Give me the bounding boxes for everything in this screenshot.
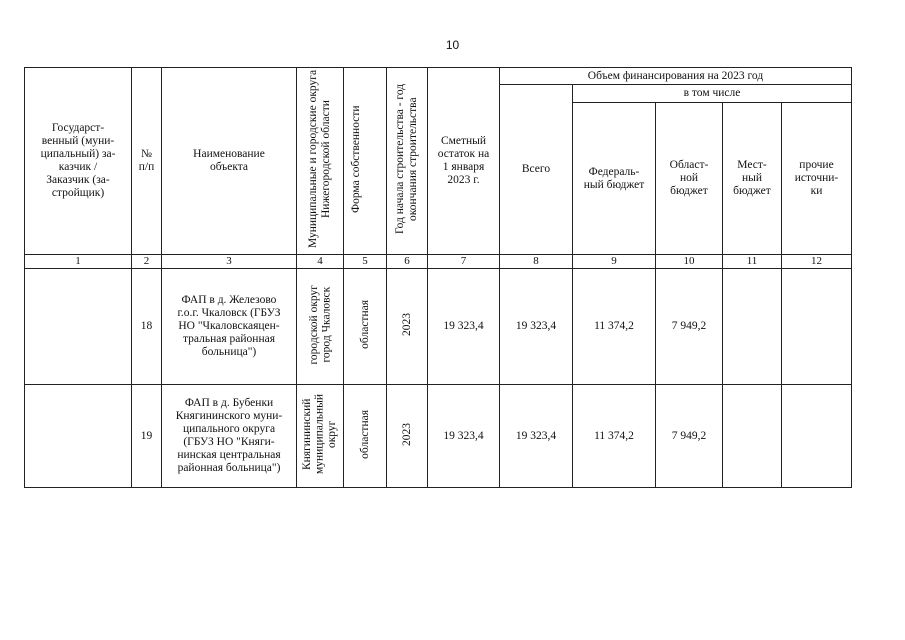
cell-ownership: областная — [344, 269, 387, 385]
cell-regional: 7 949,2 — [656, 269, 723, 385]
cell-federal: 11 374,2 — [573, 385, 656, 488]
column-number: 8 — [500, 255, 573, 269]
cell-object-name: ФАП в д. Бубенки Княгининского муни- ципального округа (ГБУЗ НО "Княги- нинская центральная районная больница") — [162, 385, 297, 488]
header-federal: Федераль- ный бюджет — [573, 103, 656, 255]
header-regional: Област- ной бюджет — [656, 103, 723, 255]
cell-customer — [25, 269, 132, 385]
cell-total: 19 323,4 — [500, 269, 573, 385]
cell-other — [782, 385, 852, 488]
column-number: 12 — [782, 255, 852, 269]
column-number: 10 — [656, 255, 723, 269]
header-municipality: Муниципальные и городские округа Нижегородской области — [297, 68, 344, 255]
cell-ownership: областная — [344, 385, 387, 488]
table-row — [25, 269, 852, 385]
header-other: прочие источни- ки — [782, 103, 852, 255]
cell-num: 19 — [132, 385, 162, 488]
cell-customer — [25, 385, 132, 488]
cell-num: 18 — [132, 269, 162, 385]
cell-total: 19 323,4 — [500, 385, 573, 488]
cell-regional: 7 949,2 — [656, 385, 723, 488]
cell-local — [723, 385, 782, 488]
column-number: 4 — [297, 255, 344, 269]
column-number: 6 — [387, 255, 428, 269]
header-balance: Сметный остаток на 1 января 2023 г. — [428, 68, 500, 255]
header-total: Всего — [500, 85, 573, 255]
header-local: Мест- ный бюджет — [723, 103, 782, 255]
header-object-name: Наименование объекта — [162, 68, 297, 255]
cell-municipality: Княгининский муниципальный округ — [297, 385, 344, 488]
column-number: 7 — [428, 255, 500, 269]
table-row — [25, 385, 852, 488]
header-including: в том числе — [573, 85, 852, 103]
header-num: № п/п — [132, 68, 162, 255]
financing-table — [24, 67, 852, 488]
cell-federal: 11 374,2 — [573, 269, 656, 385]
cell-balance: 19 323,4 — [428, 269, 500, 385]
cell-years: 2023 — [387, 385, 428, 488]
column-number: 5 — [344, 255, 387, 269]
cell-municipality: городской округ город Чкаловск — [297, 269, 344, 385]
column-number-row — [25, 255, 852, 269]
cell-years: 2023 — [387, 269, 428, 385]
header-ownership: Форма собственности — [344, 68, 387, 255]
cell-local — [723, 269, 782, 385]
column-number: 11 — [723, 255, 782, 269]
cell-object-name: ФАП в д. Железово г.о.г. Чкаловск (ГБУЗ НО "Чкаловскаяцен- тральная районная больница") — [162, 269, 297, 385]
column-number: 2 — [132, 255, 162, 269]
header-customer: Государст- венный (муни- ципальный) за- казчик / Заказчик (за- стройщик) — [25, 68, 132, 255]
column-number: 9 — [573, 255, 656, 269]
header-years: Год начала строительства - год окончания строительства — [387, 68, 428, 255]
cell-other — [782, 269, 852, 385]
column-number: 3 — [162, 255, 297, 269]
cell-balance: 19 323,4 — [428, 385, 500, 488]
header-row — [25, 68, 852, 85]
header-financing-title: Объем финансирования на 2023 год — [500, 68, 852, 85]
column-number: 1 — [25, 255, 132, 269]
page-number: 10 — [445, 38, 460, 52]
